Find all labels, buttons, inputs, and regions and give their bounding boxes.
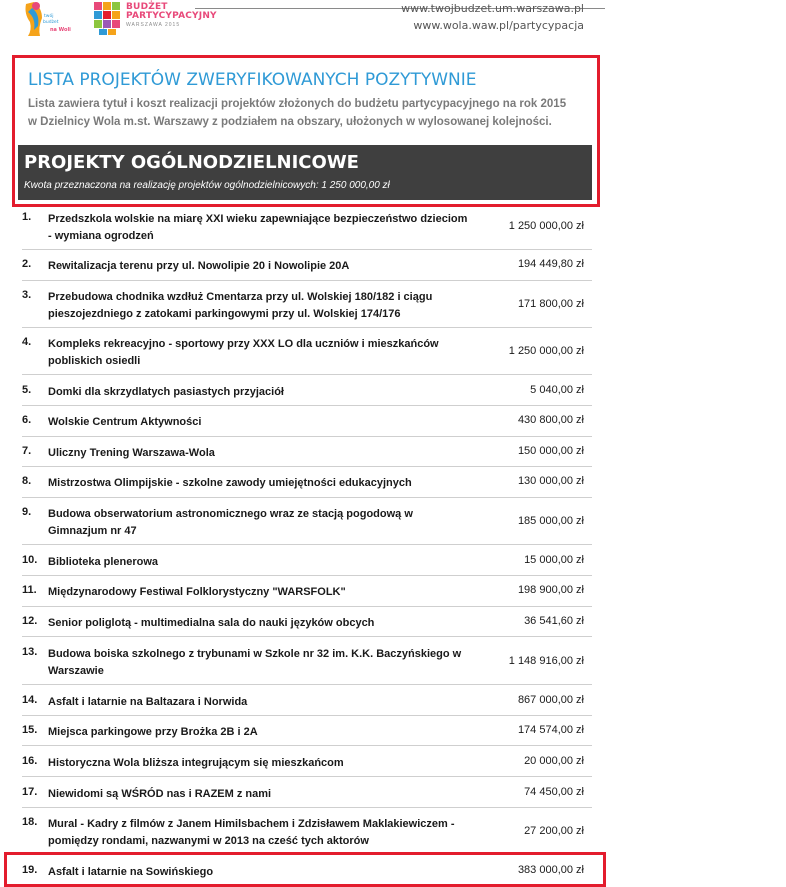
row-amount: 20 000,00 zł [524, 755, 584, 767]
row-amount: 5 040,00 zł [530, 384, 584, 396]
flower-mosaic-icon [90, 0, 124, 36]
logo2-line2: PARTYCYPACYJNY [126, 11, 217, 21]
row-number: 8. [22, 475, 32, 487]
table-row [22, 475, 592, 495]
row-number: 13. [22, 646, 38, 658]
header-urls [401, 0, 584, 34]
row-number: 7. [22, 445, 32, 457]
row-amount: 867 000,00 zł [517, 694, 584, 706]
table-row [22, 646, 592, 686]
url-twojbudzet[interactable]: www.twojbudzet.um.warszawa.pl [401, 2, 584, 15]
row-number: 2. [22, 258, 32, 270]
row-number: 3. [22, 289, 32, 301]
row-divider [22, 745, 592, 746]
row-amount: 1 250 000,00 zł [508, 345, 584, 357]
section-banner [18, 145, 592, 200]
row-title: Historyczna Wola bliższa integrującym się mieszkańcom [48, 757, 344, 769]
row-title: Domki dla skrzydlatych pasiastych przyjaciół [48, 386, 284, 398]
row-title: Senior poliglotą - multimedialna sala do nauki języków obcych [48, 617, 375, 629]
row-title: Kompleks rekreacyjno - sportowy przy XXX LO dla uczniów i mieszkańców pobliskich osiedli [48, 338, 439, 367]
row-title: Budowa obserwatorium astronomicznego wraz ze stacją pogodową w Gimnazjum nr 47 [48, 508, 413, 537]
row-amount: 383 000,00 zł [517, 864, 584, 876]
row-divider [22, 405, 592, 406]
row-amount: 194 449,80 zł [517, 258, 584, 270]
row-amount: 36 541,60 zł [524, 615, 584, 627]
table-row [22, 211, 592, 251]
row-title: Niewidomi są WŚRÓD nas i RAZEM z nami [48, 788, 272, 800]
logo1-text-3: na Woli [50, 27, 71, 33]
table-row [22, 384, 592, 404]
row-number: 5. [22, 384, 32, 396]
row-divider [22, 715, 592, 716]
row-title: Międzynarodowy Festiwal Folklorystyczny "WARSFOLK" [48, 586, 346, 598]
highlight-box-row-19 [4, 852, 606, 887]
row-title: Rewitalizacja terenu przy ul. Nowolipie 20 i Nowolipie 20A [48, 260, 350, 272]
row-number: 6. [22, 414, 32, 426]
logo2-sub: WARSZAWA 2015 [126, 22, 181, 28]
list-description [28, 95, 566, 131]
row-title: Asfalt i latarnie na Baltazara i Norwida [48, 696, 248, 708]
table-row [22, 615, 592, 635]
budzet-partycypacyjny-logo [90, 0, 217, 36]
row-divider [22, 497, 592, 498]
row-title: Wolskie Centrum Aktywności [48, 416, 202, 428]
row-title: Przedszkola wolskie na miarę XXI wieku zapewniające bezpieczeństwo dzieciom - wymiana ogrodzeń [48, 213, 468, 242]
row-amount: 1 148 916,00 zł [508, 655, 584, 667]
row-amount: 174 574,00 zł [517, 724, 584, 736]
row-number: 4. [22, 336, 32, 348]
row-title: Biblioteka plenerowa [48, 556, 159, 568]
list-desc-line-2: w Dzielnicy Wola m.st. Warszawy z podziałem na obszary, ułożonych w wylosowanej kolejności. [28, 116, 552, 128]
row-number: 11. [22, 584, 37, 596]
row-number: 17. [22, 786, 38, 798]
section-budget-note: Kwota przeznaczona na realizację projektów ogólnodzielnicowych: 1 250 000,00 zł [24, 180, 390, 191]
row-divider [22, 807, 592, 808]
table-row [22, 816, 592, 850]
table-row [22, 414, 592, 434]
row-title: Przebudowa chodnika wzdłuż Cmentarza przy ul. Wolskiej 180/182 i ciągu pieszojezdniego z zatokami parkingowymi przy ul. Wolskiej 174/176 [48, 291, 433, 320]
row-title: Uliczny Trening Warszawa-Wola [48, 447, 215, 459]
table-row [22, 258, 592, 278]
list-title: LISTA PROJEKTÓW ZWERYFIKOWANYCH POZYTYWNIE [28, 70, 477, 90]
row-amount: 130 000,00 zł [517, 475, 584, 487]
row-number: 19. [22, 864, 38, 876]
row-amount: 171 800,00 zł [517, 298, 584, 310]
row-divider [22, 436, 592, 437]
row-amount: 198 900,00 zł [517, 584, 584, 596]
table-row [22, 724, 592, 744]
row-divider [22, 466, 592, 467]
row-number: 14. [22, 694, 38, 706]
table-row [22, 336, 592, 376]
logo1-text-1: twój [44, 14, 54, 19]
table-row [22, 786, 592, 806]
row-number: 12. [22, 615, 38, 627]
row-divider [22, 374, 592, 375]
row-divider [22, 684, 592, 685]
row-divider [22, 280, 592, 281]
row-title: Mistrzostwa Olimpijskie - szkolne zawody umiejętności edukacyjnych [48, 477, 412, 489]
row-title: Budowa boiska szkolnego z trybunami w Szkole nr 32 im. K.K. Baczyńskiego w Warszawie [48, 648, 462, 677]
row-divider [22, 776, 592, 777]
list-desc-line-1: Lista zawiera tytuł i koszt realizacji projektów złożonych do budżetu partycypacyjnego na rok 2015 [28, 98, 567, 110]
row-amount: 150 000,00 zł [517, 445, 584, 457]
row-divider [22, 606, 592, 607]
row-number: 1. [22, 211, 32, 223]
row-amount: 430 800,00 zł [517, 414, 584, 426]
row-amount: 15 000,00 zł [524, 554, 584, 566]
row-number: 9. [22, 506, 32, 518]
row-amount: 185 000,00 zł [517, 515, 584, 527]
table-row [22, 289, 592, 329]
logo2-line1: BUDŻET [126, 2, 168, 12]
table-row [22, 584, 592, 604]
row-number: 15. [22, 724, 38, 736]
logo1-text-2: budżet [43, 20, 59, 25]
row-divider [22, 575, 592, 576]
table-row [22, 506, 592, 546]
row-title: Miejsca parkingowe przy Brożka 2B i 2A [48, 726, 258, 738]
row-title: Mural - Kadry z filmów z Janem Himilsbachem i Zdzisławem Maklakiewiczem - pomiędzy rondami, nazwanymi w 2013 na cześć tych aktorów [48, 818, 455, 847]
row-number: 18. [22, 816, 38, 828]
row-divider [22, 327, 592, 328]
row-amount: 27 200,00 zł [524, 825, 584, 837]
table-row [22, 755, 592, 775]
row-title: Asfalt i latarnie na Sowińskiego [48, 866, 214, 878]
section-title: PROJEKTY OGÓLNODZIELNICOWE [24, 152, 359, 173]
twoj-budzet-logo [18, 0, 90, 36]
url-wola[interactable]: www.wola.waw.pl/partycypacja [413, 19, 584, 32]
row-divider [22, 544, 592, 545]
table-row [22, 445, 592, 465]
row-amount: 74 450,00 zł [524, 786, 584, 798]
row-number: 10. [22, 554, 38, 566]
row-amount: 1 250 000,00 zł [508, 220, 584, 232]
table-row [22, 694, 592, 714]
page-header [0, 0, 606, 40]
row-divider [22, 636, 592, 637]
row-number: 16. [22, 755, 38, 767]
row-divider [22, 249, 592, 250]
table-row [22, 554, 592, 574]
